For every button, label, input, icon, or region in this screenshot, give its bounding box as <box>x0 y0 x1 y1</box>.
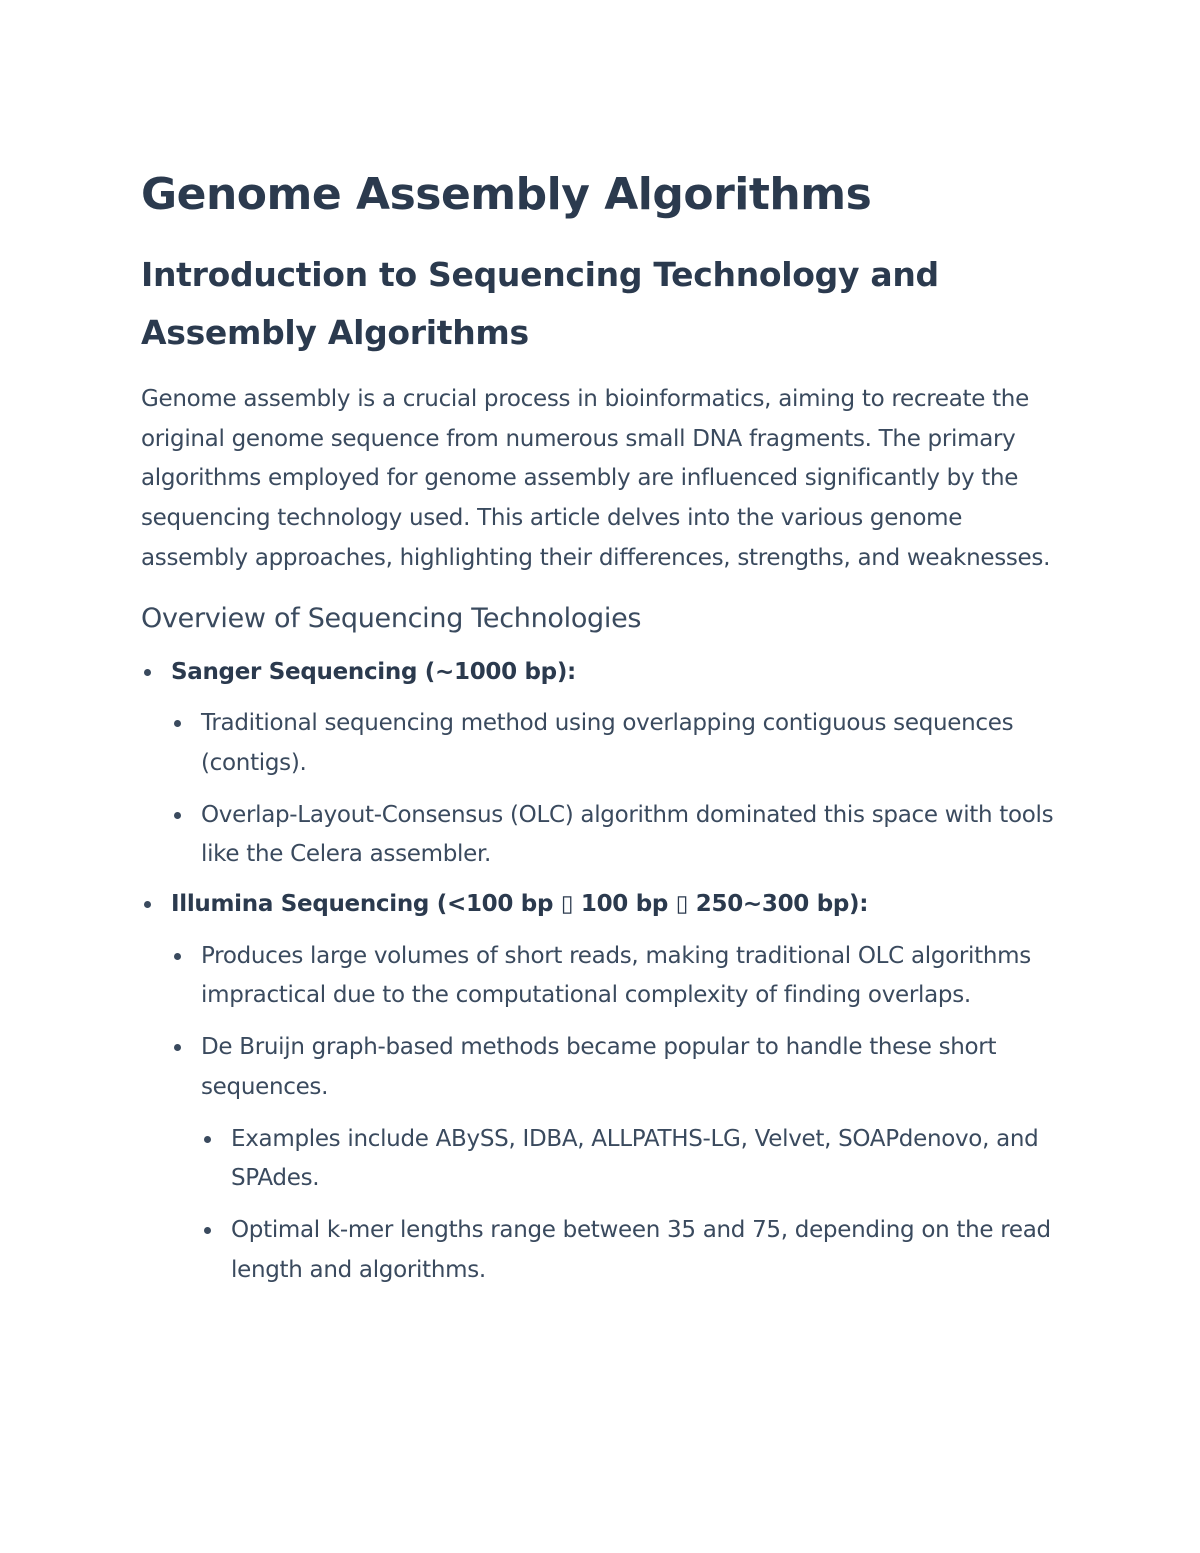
bullet-icon <box>174 953 181 960</box>
list-item <box>201 1211 1071 1290</box>
bullet-icon <box>174 720 181 727</box>
technology-label: Illumina Sequencing (<100 bp ▯ 100 bp ▯ 250~300 bp): <box>171 891 869 918</box>
list-item <box>171 796 1071 875</box>
debruijn-subpoints <box>201 1120 1071 1291</box>
list-item <box>171 704 1071 783</box>
list-item-sanger <box>141 653 1071 876</box>
bullet-icon <box>174 812 181 819</box>
technology-list <box>141 653 1071 1291</box>
list-item-text: Optimal k-mer lengths range between 35 and 75, depending on the read length and algorithms. <box>231 1216 1051 1283</box>
intro-paragraph: Genome assembly is a crucial process in bioinformatics, aiming to recreate the original genome sequence from numerous small DNA fragments. The primary algorithms employed for genome assembly are influenced significantly by the sequencing technology used. This article delves into the various genome assembly approaches, highlighting their differences, strengths, and weaknesses. <box>141 386 1051 571</box>
list-item-illumina <box>141 885 1071 1290</box>
list-item-text: De Bruijn graph-based methods became popular to handle these short sequences. <box>201 1034 997 1100</box>
list-item <box>171 937 1071 1016</box>
subsection-heading: Overview of Sequencing Technologies <box>141 602 642 634</box>
bullet-icon <box>204 1136 211 1143</box>
list-item-text: Traditional sequencing method using overlapping contiguous sequences (contigs). <box>201 710 1014 776</box>
list-item-text: Examples include ABySS, IDBA, ALLPATHS-LG, Velvet, SOAPdenovo, and SPAdes. <box>231 1125 1039 1192</box>
technology-label: Sanger Sequencing (~1000 bp): <box>171 658 576 685</box>
illumina-points <box>171 937 1071 1291</box>
list-item-text: Overlap-Layout-Consensus (OLC) algorithm dominated this space with tools like the Celera assembler. <box>201 801 1054 868</box>
bullet-icon <box>204 1227 211 1234</box>
sanger-points <box>171 704 1071 875</box>
section-heading: Introduction to Sequencing Technology and Assembly Algorithms <box>141 255 939 352</box>
bullet-icon <box>174 1044 181 1051</box>
bullet-icon <box>144 901 151 908</box>
bullet-icon <box>144 669 151 676</box>
list-item <box>201 1120 1071 1199</box>
document-page <box>141 166 1071 1290</box>
page-title: Genome Assembly Algorithms <box>141 169 872 220</box>
list-item <box>171 1028 1071 1290</box>
list-item-text: Produces large volumes of short reads, making traditional OLC algorithms impractical due to the computational complexity of finding overlaps. <box>201 942 1031 1009</box>
